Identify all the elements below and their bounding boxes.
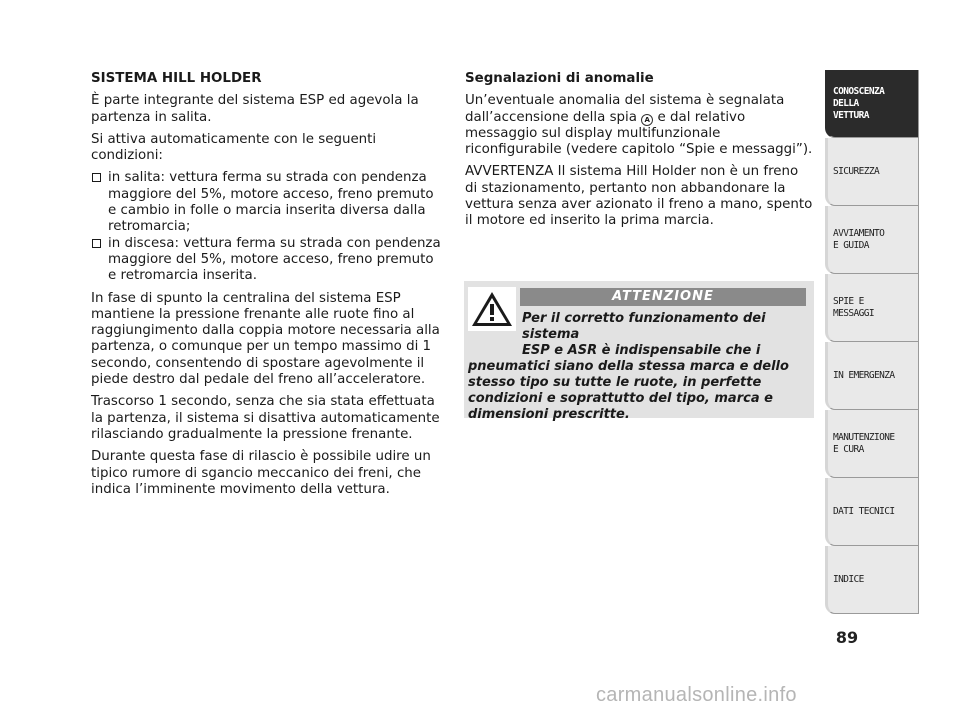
- paragraph: In fase di spunto la centralina del sistema ESP mantiene la pressione frenante alle ruote fino al raggiungimento dalla coppia motore necessaria alla partenza, o comunque per un tempo massimo di 1 secondo, consentendo di spostare agevolmente il piede destro dal pedale del freno all’acceleratore.: [91, 290, 440, 388]
- tab-label: AVVIAMENTO E GUIDA: [833, 227, 885, 251]
- paragraph: AVVERTENZA Il sistema Hill Holder non è un freno di stazionamento, pertanto non abbandonare la vettura senza aver azionato il freno a mano, spento il motore ed inserito la prima marcia.: [465, 164, 813, 229]
- section-heading: SISTEMA HILL HOLDER: [91, 71, 262, 86]
- list-item-text: in discesa: vettura ferma su strada con pendenza maggiore del 5%, motore acceso, freno premuto e retromarcia inserita.: [108, 235, 441, 284]
- tab-manutenzione-e-cura[interactable]: [825, 410, 919, 478]
- warning-line: Per il corretto funzionamento dei sistema: [522, 311, 766, 342]
- paragraph: Durante questa fase di rilascio è possibile udire un tipico rumore di sgancio meccanico dei freni, che indica l’imminente movimento della vettura.: [91, 449, 431, 497]
- tab-indice[interactable]: [825, 546, 919, 614]
- tab-label: MANUTENZIONE E CURA: [833, 431, 895, 455]
- tab-label: IN EMERGENZA: [833, 369, 895, 381]
- tab-dati-tecnici[interactable]: [825, 478, 919, 546]
- tab-label: DATI TECNICI: [833, 505, 895, 517]
- warning-box: [464, 281, 814, 422]
- page-number: 89: [835, 628, 859, 647]
- list-item: [91, 170, 443, 235]
- paragraph: Si attiva automaticamente con le seguenti condizioni:: [91, 131, 377, 164]
- tab-sicurezza[interactable]: [825, 138, 919, 206]
- condition-list: [91, 170, 443, 284]
- chapter-tabs: [825, 70, 919, 614]
- right-column: [465, 71, 813, 236]
- tab-label: CONOSCENZA DELLA VETTURA: [833, 85, 885, 121]
- left-column: [91, 71, 443, 504]
- tab-avviamento-e-guida[interactable]: [825, 206, 919, 274]
- warning-line: ESP e ASR è indispensabile che i: [522, 343, 761, 358]
- tab-label: INDICE: [833, 573, 864, 585]
- checkbox-bullet-icon: [92, 173, 101, 182]
- watermark: carmanualsonline.info: [596, 684, 797, 706]
- paragraph: Trascorso 1 secondo, senza che sia stata effettuata la partenza, il sistema si disattiva automaticamente rilasciando gradualmente la pressione frenante.: [91, 394, 440, 442]
- tab-in-emergenza[interactable]: [825, 342, 919, 410]
- paragraph: È parte integrante del sistema ESP ed agevola la partenza in salita.: [91, 93, 419, 125]
- paragraph: [465, 93, 813, 158]
- checkbox-bullet-icon: [92, 239, 101, 248]
- section-heading: Segnalazioni di anomalie: [465, 71, 654, 86]
- paragraph-text: Un’eventuale anomalia del sistema è segnalata dall’accensione della spia: [465, 93, 785, 125]
- list-item-text: in salita: vettura ferma su strada con pendenza maggiore del 5%, motore acceso, freno premuto e cambio in folle o marcia inserita diversa dalla retromarcia;: [108, 170, 434, 235]
- warning-text: [468, 311, 808, 423]
- tab-label: SPIE E MESSAGGI: [833, 295, 874, 319]
- tab-label: SICUREZZA: [833, 165, 880, 177]
- tab-spie-e-messaggi[interactable]: [825, 274, 919, 342]
- tab-conoscenza-della-vettura[interactable]: [825, 70, 919, 138]
- esp-warning-light-icon: A: [641, 114, 653, 126]
- warning-line: pneumatici siano della stessa marca e dello stesso tipo su tutte le ruote, in perfette condizioni e soprattutto del tipo, marca e dimensioni prescritte.: [468, 359, 789, 422]
- warning-title: ATTENZIONE: [520, 288, 806, 306]
- paragraph-text: e dal relativo messaggio sul display multifunzionale riconfigurabile (vedere capitolo “Spie e messaggi”).: [465, 109, 813, 158]
- list-item: [91, 236, 443, 285]
